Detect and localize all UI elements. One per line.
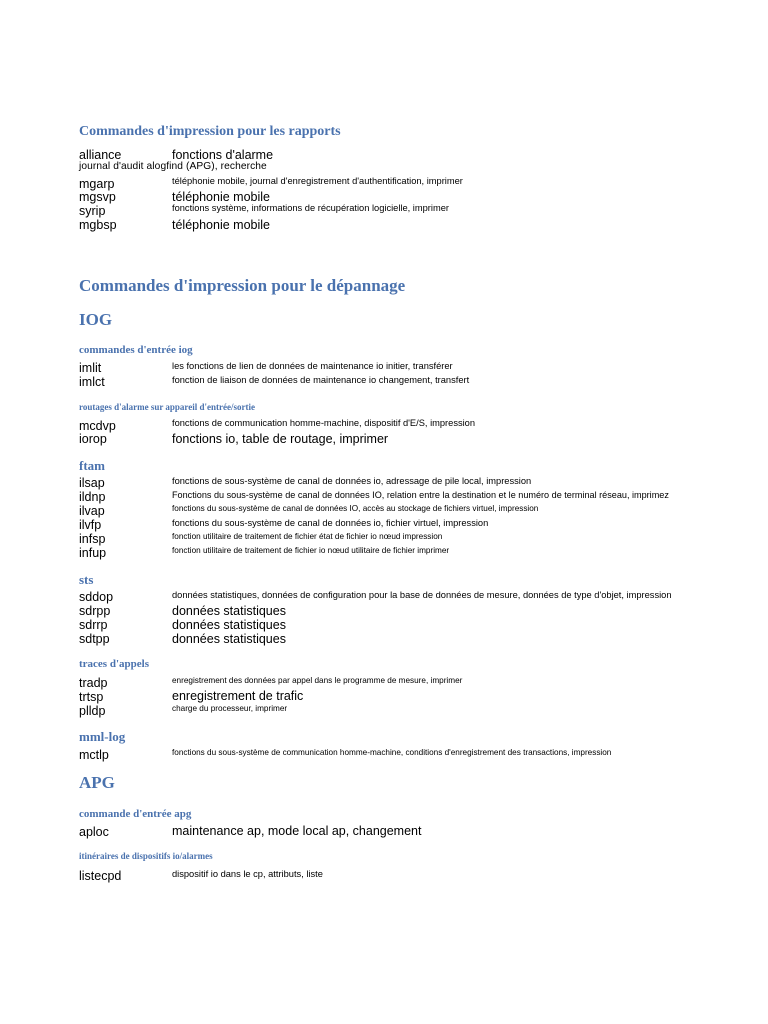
command-name: journal d'audit alogfind (APG), recherche xyxy=(79,161,267,172)
command-description: téléphonie mobile xyxy=(172,190,270,204)
iog-heading: IOG xyxy=(79,310,113,329)
command-name: alliance xyxy=(79,148,122,162)
report-section-heading: Commandes d'impression pour les rapports xyxy=(79,124,341,139)
command-description: dispositif io dans le cp, attributs, liste xyxy=(172,869,323,879)
command-name: ilsap xyxy=(79,476,105,490)
command-name: ildnp xyxy=(79,490,106,504)
command-description: fonctions de sous-système de canal de données io, adressage de pile local, impression xyxy=(172,476,532,486)
command-description: fonctions io, table de routage, imprimer xyxy=(172,432,389,446)
command-description: fonction utilitaire de traitement de fichier état de fichier io nœud impression xyxy=(172,532,443,541)
command-name: imlit xyxy=(79,361,102,375)
command-description: fonctions système, informations de récupération logicielle, imprimer xyxy=(172,203,449,213)
command-name: tradp xyxy=(79,676,108,690)
command-description: fonctions du sous-système de canal de données io, fichier virtuel, impression xyxy=(172,518,489,528)
command-name: plldp xyxy=(79,704,106,718)
command-name: sddop xyxy=(79,590,114,604)
command-description: téléphonie mobile, journal d'enregistrement d'authentification, imprimer xyxy=(172,176,463,186)
command-name: trtsp xyxy=(79,690,104,704)
apg-heading: APG xyxy=(79,773,115,792)
command-name: infup xyxy=(79,546,107,560)
iog-entry-heading: commandes d'entrée iog xyxy=(79,344,193,356)
troubleshoot-heading: Commandes d'impression pour le dépannage xyxy=(79,276,406,295)
apg-entry-heading: commande d'entrée apg xyxy=(79,808,192,820)
command-description: données statistiques xyxy=(172,604,286,618)
command-name: mgbsp xyxy=(79,218,117,232)
command-name: iorop xyxy=(79,432,107,446)
command-description: maintenance ap, mode local ap, changement xyxy=(172,824,422,838)
command-name: syrip xyxy=(79,204,106,218)
command-description: fonctions de communication homme-machine, dispositif d'E/S, impression xyxy=(172,418,476,428)
command-name: aploc xyxy=(79,825,109,839)
command-description: fonctions du sous-système de canal de données IO, accès au stockage de fichiers virtuel, impression xyxy=(172,504,539,513)
command-description: fonctions du sous-système de communication homme-machine, conditions d'enregistrement des transactions, impression xyxy=(172,748,612,757)
command-description: téléphonie mobile xyxy=(172,218,270,232)
command-description: Fonctions du sous-système de canal de données IO, relation entre la destination et le numéro de terminal réseau, imprimez xyxy=(172,490,669,500)
command-description: fonction utilitaire de traitement de fichier io nœud utilitaire de fichier imprimer xyxy=(172,546,450,555)
iog-routing-heading: routages d'alarme sur appareil d'entrée/sortie xyxy=(79,402,255,412)
command-name: sdrpp xyxy=(79,604,111,618)
command-name: imlct xyxy=(79,375,105,389)
apg-routes-heading: itinéraires de dispositifs io/alarmes xyxy=(79,851,213,861)
sts-heading: sts xyxy=(79,572,94,587)
command-description: données statistiques xyxy=(172,632,286,646)
command-name: ilvfp xyxy=(79,518,102,532)
command-name: mcdvp xyxy=(79,419,116,433)
command-name: listecpd xyxy=(79,869,122,883)
command-name: infsp xyxy=(79,532,106,546)
command-description: les fonctions de lien de données de maintenance io initier, transférer xyxy=(172,361,453,371)
mml-log-heading: mml-log xyxy=(79,729,126,744)
command-description: fonction de liaison de données de maintenance io changement, transfert xyxy=(172,375,470,385)
command-description: enregistrement des données par appel dans le programme de mesure, imprimer xyxy=(172,676,463,685)
command-name: mgsvp xyxy=(79,190,116,204)
command-description: fonctions d'alarme xyxy=(172,148,274,162)
ftam-heading: ftam xyxy=(79,458,105,473)
command-description: données statistiques, données de configuration pour la base de données de mesure, données de type d'objet, impression xyxy=(172,590,672,600)
command-description: charge du processeur, imprimer xyxy=(172,704,288,713)
command-name: sdtpp xyxy=(79,632,110,646)
command-name: mgarp xyxy=(79,177,115,191)
traces-heading: traces d'appels xyxy=(79,658,149,670)
command-description: données statistiques xyxy=(172,618,286,632)
command-description: enregistrement de trafic xyxy=(172,689,304,703)
command-name: ilvap xyxy=(79,504,105,518)
command-name: mctlp xyxy=(79,748,109,762)
command-name: sdrrp xyxy=(79,618,108,632)
